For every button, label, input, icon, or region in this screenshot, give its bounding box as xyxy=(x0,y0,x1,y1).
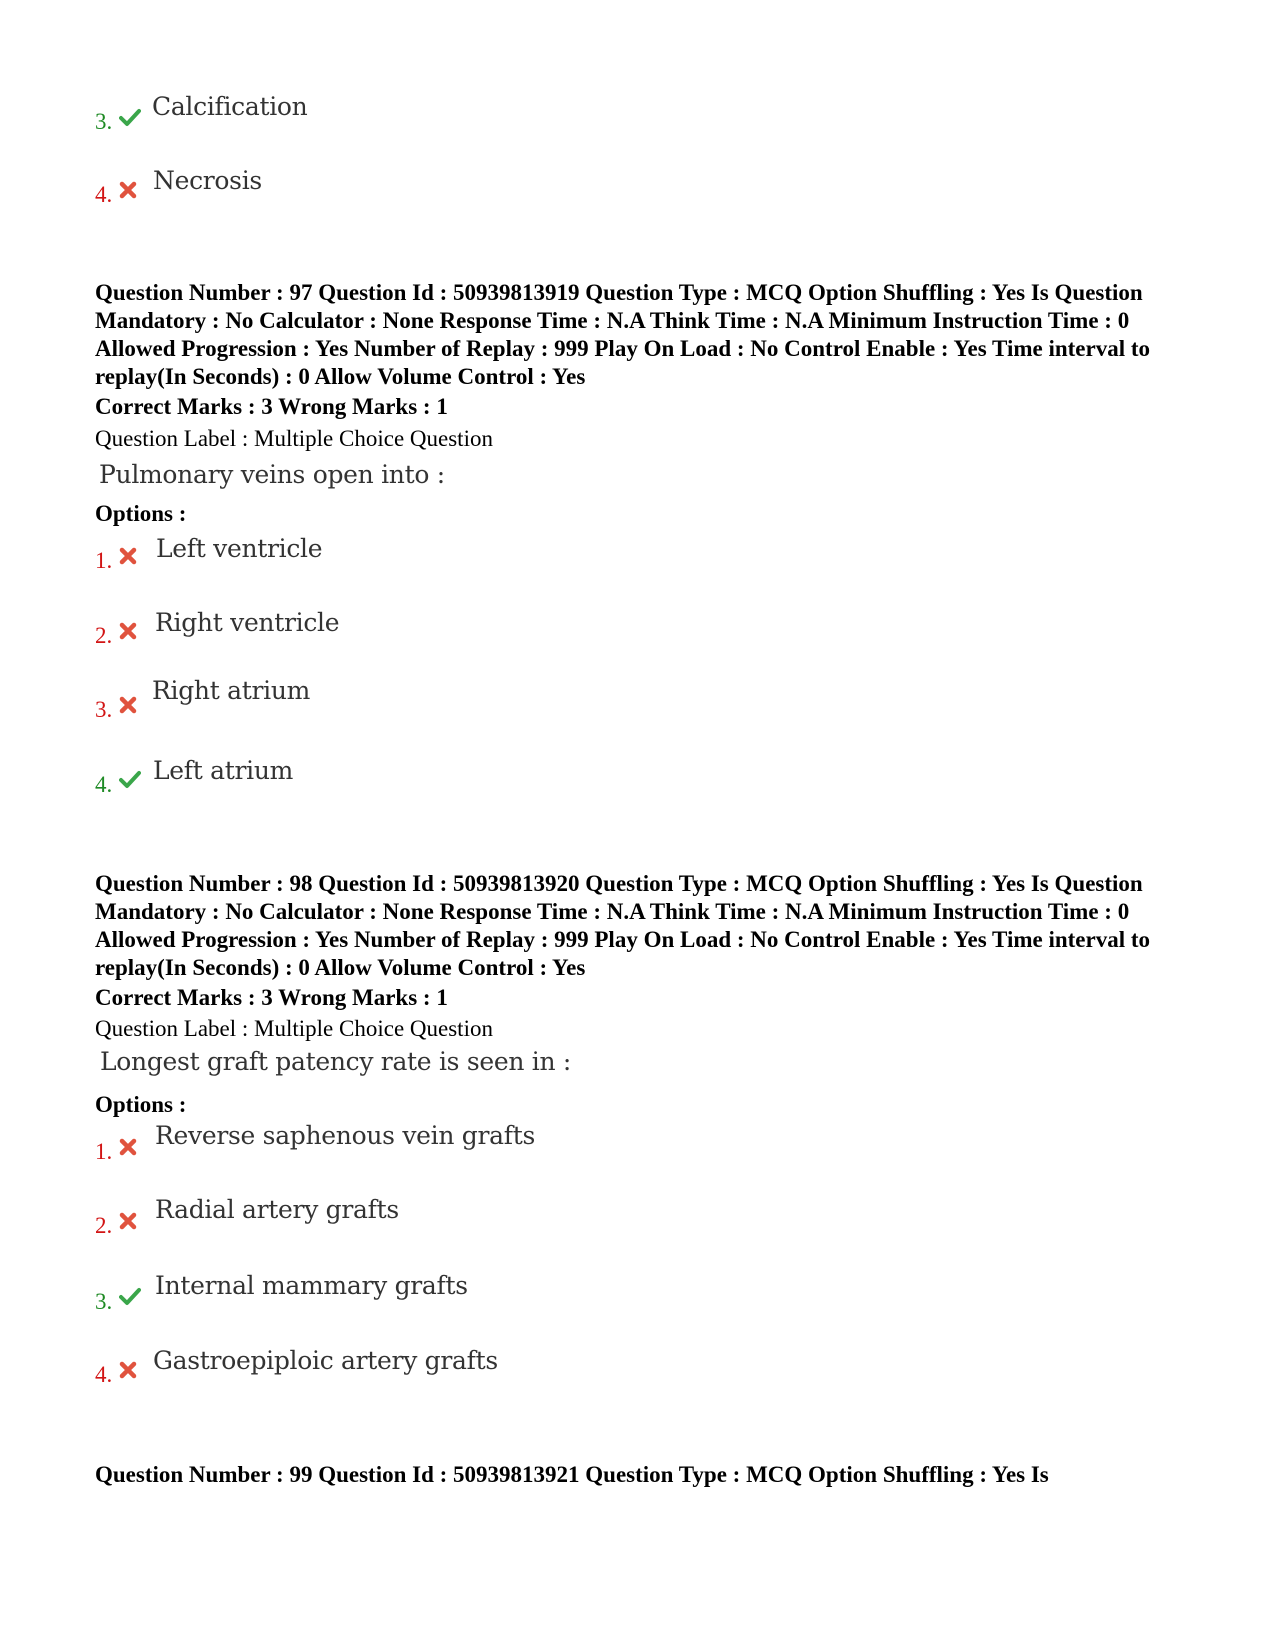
cross-icon xyxy=(117,1210,139,1232)
option-number: 4. xyxy=(95,1362,113,1387)
cross-icon xyxy=(117,179,139,201)
check-icon xyxy=(119,106,141,128)
option-text: Calcification xyxy=(152,92,308,121)
question-meta: Question Number : 98 Question Id : 50939813920 Question Type : MCQ Option Shuffling : Yes Is Question Mandatory : No Calculator : None Response Time : N.A Think Time : N.A Minimum Instruction Time : 0 Allowed Progression : Yes Number of Replay : 999 Play On Load : No Control Enable : Yes Time interval to replay(In Seconds) : 0 Allow Volume Control : Yes xyxy=(95,871,1151,980)
cross-icon xyxy=(117,694,139,716)
options-heading: Options : xyxy=(95,501,187,526)
question-marks: Correct Marks : 3 Wrong Marks : 1 xyxy=(95,985,448,1010)
option-text: Right atrium xyxy=(152,676,311,705)
check-icon xyxy=(119,1285,141,1307)
option-text: Internal mammary grafts xyxy=(155,1271,468,1300)
option-number: 3. xyxy=(95,1289,113,1314)
cross-icon xyxy=(117,620,139,642)
option-number: 1. xyxy=(95,1139,113,1164)
question-label: Question Label : Multiple Choice Question xyxy=(95,1016,493,1041)
question-text: Longest graft patency rate is seen in : xyxy=(100,1047,572,1076)
cross-icon xyxy=(117,1359,139,1381)
option-text: Reverse saphenous vein grafts xyxy=(155,1121,535,1150)
option-text: Gastroepiploic artery grafts xyxy=(153,1346,498,1375)
question-text: Pulmonary veins open into : xyxy=(99,460,445,489)
check-icon xyxy=(119,768,141,790)
option-number: 3. xyxy=(95,109,113,134)
option-text: Right ventricle xyxy=(155,608,340,637)
question-meta: Question Number : 99 Question Id : 50939813921 Question Type : MCQ Option Shuffling : Yes Is xyxy=(95,1462,1049,1487)
option-number: 2. xyxy=(95,623,113,648)
cross-icon xyxy=(117,1136,139,1158)
option-number: 4. xyxy=(95,772,113,797)
options-heading: Options : xyxy=(95,1092,187,1117)
option-text: Necrosis xyxy=(153,166,262,195)
option-number: 4. xyxy=(95,182,113,207)
option-text: Left ventricle xyxy=(156,534,323,563)
option-text: Radial artery grafts xyxy=(155,1195,399,1224)
question-marks: Correct Marks : 3 Wrong Marks : 1 xyxy=(95,394,448,419)
option-number: 3. xyxy=(95,697,113,722)
option-text: Left atrium xyxy=(153,756,294,785)
option-number: 1. xyxy=(95,548,113,573)
option-number: 2. xyxy=(95,1213,113,1238)
question-meta: Question Number : 97 Question Id : 50939813919 Question Type : MCQ Option Shuffling : Yes Is Question Mandatory : No Calculator : None Response Time : N.A Think Time : N.A Minimum Instruction Time : 0 Allowed Progression : Yes Number of Replay : 999 Play On Load : No Control Enable : Yes Time interval to replay(In Seconds) : 0 Allow Volume Control : Yes xyxy=(95,280,1151,389)
question-label: Question Label : Multiple Choice Question xyxy=(95,426,493,451)
cross-icon xyxy=(117,545,139,567)
